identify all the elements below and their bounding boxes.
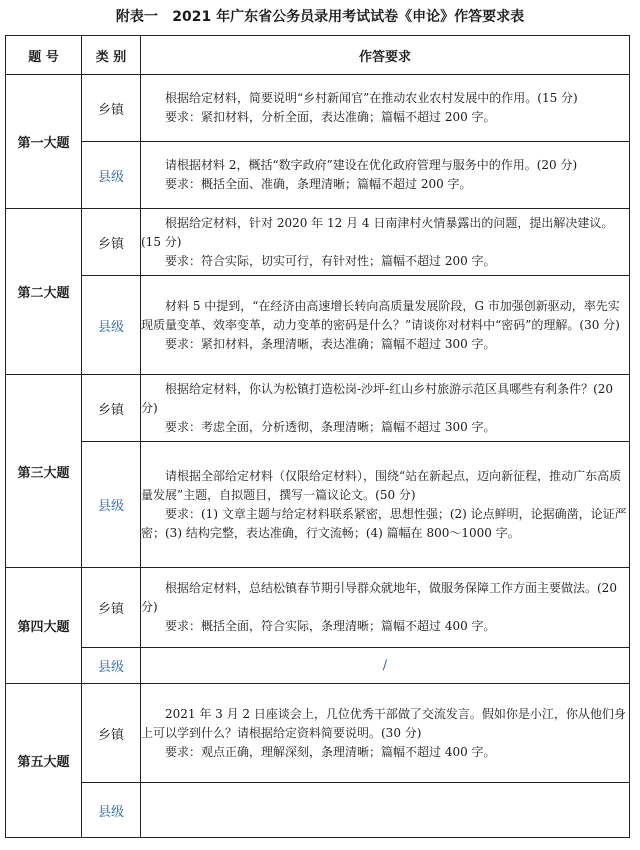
- requirement-cell: [141, 375, 630, 442]
- table-row: [6, 142, 630, 209]
- task-text: 根据给定材料，总结松镇春节期引导群众就地年，做服务保障工作方面主要做法。(20 分): [141, 581, 617, 614]
- category-county: 县级: [82, 648, 141, 684]
- question-number: 第三大题: [6, 375, 82, 568]
- title-text: 2021 年广东省公务员录用考试试卷《申论》作答要求表: [172, 9, 525, 25]
- condition-text: 要求：紧扣材料，分析全面，表达准确；篇幅不超过 200 字。: [165, 110, 496, 124]
- task-text: 2021 年 3 月 2 日座谈会上，几位优秀干部做了交流发言。假如你是小江，你从他们身上可以学到什么？请根据给定资料简要说明。(30 分): [141, 706, 626, 740]
- table-row: [6, 568, 630, 648]
- task-text: 根据给定材料，你认为松镇打造松岗-沙坪-红山乡村旅游示范区具哪些有利条件？(20 分): [141, 381, 614, 415]
- question-number: 第一大题: [6, 75, 82, 209]
- table-row: [6, 442, 630, 568]
- question-number: 第五大题: [6, 684, 82, 838]
- category-county: 县级: [82, 276, 141, 375]
- condition-text: 要求：紧扣材料，条理清晰，表达准确；篇幅不超过 300 字。: [165, 336, 496, 351]
- condition-text: 要求：符合实际，切实可行，有针对性；篇幅不超过 200 字。: [165, 253, 496, 268]
- category-township: 乡镇: [82, 75, 141, 142]
- category-township: 乡镇: [82, 568, 141, 648]
- question-number: 第四大题: [6, 568, 82, 684]
- table-row: [6, 209, 630, 276]
- empty-requirement-cell: [141, 783, 630, 838]
- requirement-cell: [141, 442, 630, 568]
- requirements-table: [5, 35, 630, 838]
- task-text: 请根据全部给定材料（仅限给定材料），围绕“站在新起点，迈向新征程，推动广东高质量发展”主题，自拟题目，撰写一篇议论文。(50 分): [141, 468, 622, 502]
- condition-text: 要求：概括全面，符合实际，条理清晰；篇幅不超过 400 字。: [165, 619, 496, 633]
- category-county: 县级: [82, 442, 141, 568]
- header-category: 类 别: [82, 36, 141, 75]
- table-row: [6, 648, 630, 684]
- header-requirement: 作答要求: [141, 36, 630, 75]
- requirement-cell: [141, 276, 630, 375]
- table-row: [6, 684, 630, 783]
- condition-text: 要求：观点正确，理解深刻，条理清晰；篇幅不超过 400 字。: [165, 744, 496, 759]
- question-number: 第二大题: [6, 209, 82, 375]
- task-text: 根据给定材料，针对 2020 年 12 月 4 日南津村火情暴露出的问题，提出解决建议。(15 分): [141, 215, 614, 249]
- requirement-cell: [141, 142, 630, 209]
- requirement-cell: [141, 568, 630, 648]
- task-text: 材料 5 中提到，“在经济由高速增长转向高质量发展阶段，G 市加强创新驱动，率先实现质量变革、效率变革，动力变革的密码是什么？”请谈你对材料中“密码”的理解。(30 分): [141, 298, 620, 332]
- header-number: 题 号: [6, 36, 82, 75]
- table-row: [6, 276, 630, 375]
- not-applicable-mark: /: [141, 648, 630, 684]
- task-text: 请根据材料 2，概括“数字政府”建设在优化政府管理与服务中的作用。(20 分): [165, 158, 578, 172]
- table-row: [6, 75, 630, 142]
- category-township: 乡镇: [82, 684, 141, 783]
- task-text: 根据给定材料，简要说明“乡村新闻官”在推动农业农村发展中的作用。(15 分): [165, 91, 578, 105]
- requirement-cell: [141, 684, 630, 783]
- table-row: [6, 375, 630, 442]
- category-county: 县级: [82, 783, 141, 838]
- requirement-cell: [141, 209, 630, 276]
- document-title: [0, 6, 640, 28]
- table-row: [6, 783, 630, 838]
- appendix-label: 附表一: [115, 9, 158, 25]
- condition-text: 要求：概括全面、准确，条理清晰；篇幅不超过 200 字。: [165, 177, 472, 191]
- header-row: [6, 36, 630, 75]
- category-township: 乡镇: [82, 209, 141, 276]
- condition-text: 要求：考虑全面，分析透彻，条理清晰；篇幅不超过 300 字。: [165, 419, 496, 434]
- condition-text: 要求：(1) 文章主题与给定材料联系紧密，思想性强；(2) 论点鲜明，论据确凿，论证严密；(3) 结构完整，表达准确，行文流畅；(4) 篇幅在 800～1000 字。: [141, 506, 627, 540]
- requirement-cell: [141, 75, 630, 142]
- category-township: 乡镇: [82, 375, 141, 442]
- category-county: 县级: [82, 142, 141, 209]
